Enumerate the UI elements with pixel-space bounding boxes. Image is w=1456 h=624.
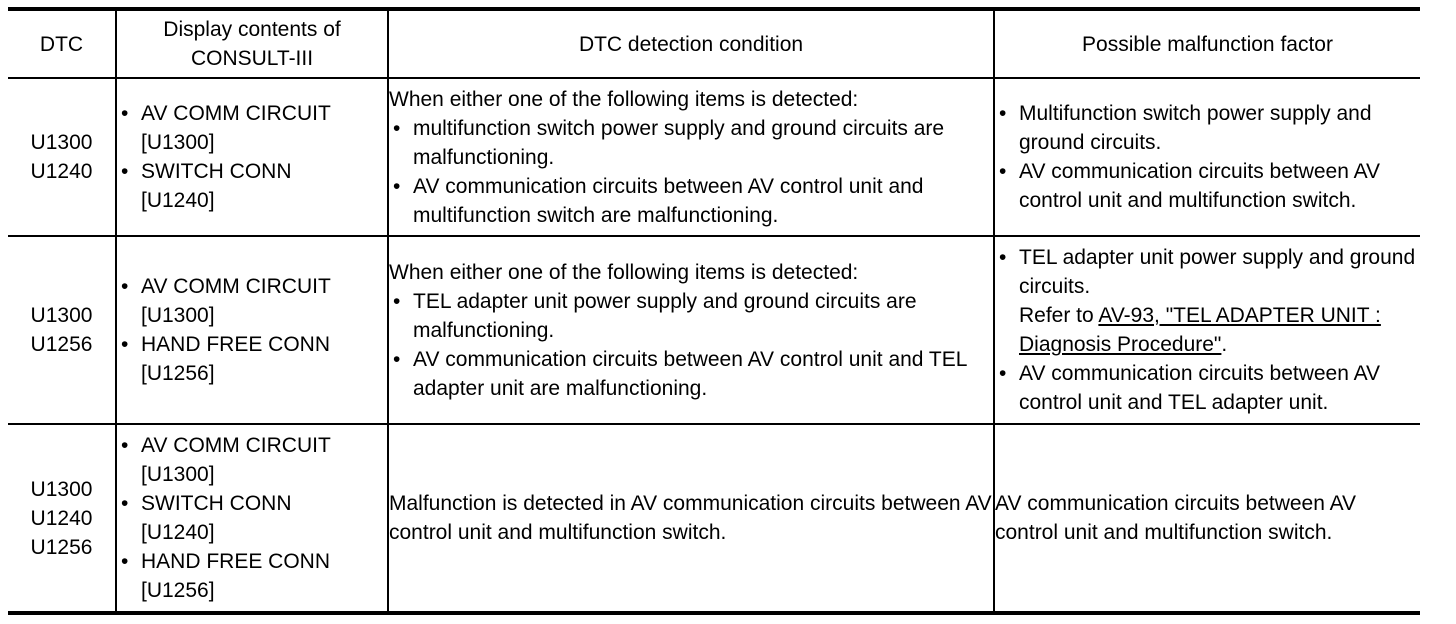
factor-list bbox=[995, 243, 1420, 417]
list-item: • AV communication circuits between AV control unit and TEL adapter unit. bbox=[995, 359, 1420, 417]
display-item-code: [U1300] bbox=[141, 304, 215, 327]
malfunction-factor-cell bbox=[994, 78, 1420, 236]
header-display-contents bbox=[116, 9, 388, 78]
dtc-code: U1256 bbox=[30, 333, 93, 356]
display-item-code: [U1256] bbox=[141, 579, 215, 602]
list-item: • multifunction switch power supply and ground circuits are malfunctioning. bbox=[389, 114, 993, 172]
table-row bbox=[8, 78, 1420, 236]
display-item-code: [U1300] bbox=[141, 131, 215, 154]
dtc-code: U1240 bbox=[30, 506, 93, 530]
display-item-name: AV COMM CIRCUIT bbox=[141, 102, 331, 125]
refer-prefix: Refer to bbox=[1019, 304, 1099, 327]
detection-condition-cell bbox=[388, 424, 994, 613]
detection-condition-cell bbox=[388, 78, 994, 236]
condition-list bbox=[389, 287, 993, 403]
condition-intro: When either one of the following items is detected: bbox=[389, 260, 859, 284]
header-detection-condition: DTC detection condition bbox=[388, 9, 994, 78]
table-row bbox=[8, 424, 1420, 613]
condition-text: Malfunction is detected in AV communication circuits between AV control unit and multifunction switch. bbox=[389, 492, 992, 544]
display-item-name: HAND FREE CONN bbox=[141, 550, 331, 573]
dtc-code: U1300 bbox=[30, 477, 93, 501]
dtc-code: U1240 bbox=[30, 160, 93, 183]
table-row bbox=[8, 236, 1420, 424]
list-item bbox=[117, 157, 387, 215]
display-item-code: [U1240] bbox=[141, 189, 215, 212]
dtc-codes-cell bbox=[8, 236, 116, 424]
factor-text: TEL adapter unit power supply and ground circuits. bbox=[1019, 246, 1416, 298]
header-display-line2: CONSULT-III bbox=[190, 47, 314, 70]
list-item bbox=[117, 431, 387, 489]
factor-text: AV communication circuits between AV control unit and multifunction switch. bbox=[995, 492, 1357, 544]
display-list bbox=[117, 431, 387, 605]
dtc-code: U1256 bbox=[30, 535, 93, 559]
list-item: • AV communication circuits between AV control unit and multifunction switch. bbox=[995, 157, 1420, 215]
list-item bbox=[117, 547, 387, 605]
header-malfunction-factor: Possible malfunction factor bbox=[994, 9, 1420, 78]
display-item-name: AV COMM CIRCUIT bbox=[141, 275, 331, 298]
header-row bbox=[8, 9, 1420, 78]
display-item-name: SWITCH CONN bbox=[141, 160, 292, 183]
display-contents-cell bbox=[116, 236, 388, 424]
list-item bbox=[117, 489, 387, 547]
dtc-table bbox=[8, 7, 1420, 615]
list-item bbox=[117, 330, 387, 388]
dtc-code: U1300 bbox=[30, 304, 93, 327]
malfunction-factor-cell bbox=[994, 424, 1420, 613]
display-contents-cell bbox=[116, 78, 388, 236]
list-item: • Multifunction switch power supply and ground circuits. bbox=[995, 99, 1420, 157]
list-item bbox=[995, 243, 1420, 359]
display-item-code: [U1256] bbox=[141, 362, 215, 385]
list-item bbox=[117, 99, 387, 157]
dtc-codes-cell bbox=[8, 78, 116, 236]
display-item-code: [U1240] bbox=[141, 521, 215, 544]
list-item: • AV communication circuits between AV control unit and TEL adapter unit are malfunctioning. bbox=[389, 345, 993, 403]
display-item-name: AV COMM CIRCUIT bbox=[141, 434, 331, 457]
detection-condition-cell bbox=[388, 236, 994, 424]
dtc-codes-cell bbox=[8, 424, 116, 613]
list-item bbox=[117, 272, 387, 330]
list-item: • TEL adapter unit power supply and ground circuits are malfunctioning. bbox=[389, 287, 993, 345]
display-list bbox=[117, 99, 387, 215]
display-item-code: [U1300] bbox=[141, 463, 215, 486]
display-contents-cell bbox=[116, 424, 388, 613]
list-item: • AV communication circuits between AV control unit and multifunction switch are malfunctioning. bbox=[389, 172, 993, 230]
display-item-name: HAND FREE CONN bbox=[141, 333, 331, 356]
display-list bbox=[117, 272, 387, 388]
condition-list bbox=[389, 114, 993, 230]
display-item-name: SWITCH CONN bbox=[141, 492, 292, 515]
header-display-line1: Display contents of bbox=[163, 18, 341, 41]
header-dtc: DTC bbox=[8, 9, 116, 78]
condition-intro: When either one of the following items is detected: bbox=[389, 87, 859, 111]
diagnosis-procedure-link[interactable]: AV-93, "TEL ADAPTER UNIT : Diagnosis Procedure" bbox=[1019, 304, 1381, 356]
refer-suffix: . bbox=[1221, 333, 1228, 356]
malfunction-factor-cell bbox=[994, 236, 1420, 424]
factor-list bbox=[995, 99, 1420, 215]
dtc-code: U1300 bbox=[30, 131, 93, 154]
